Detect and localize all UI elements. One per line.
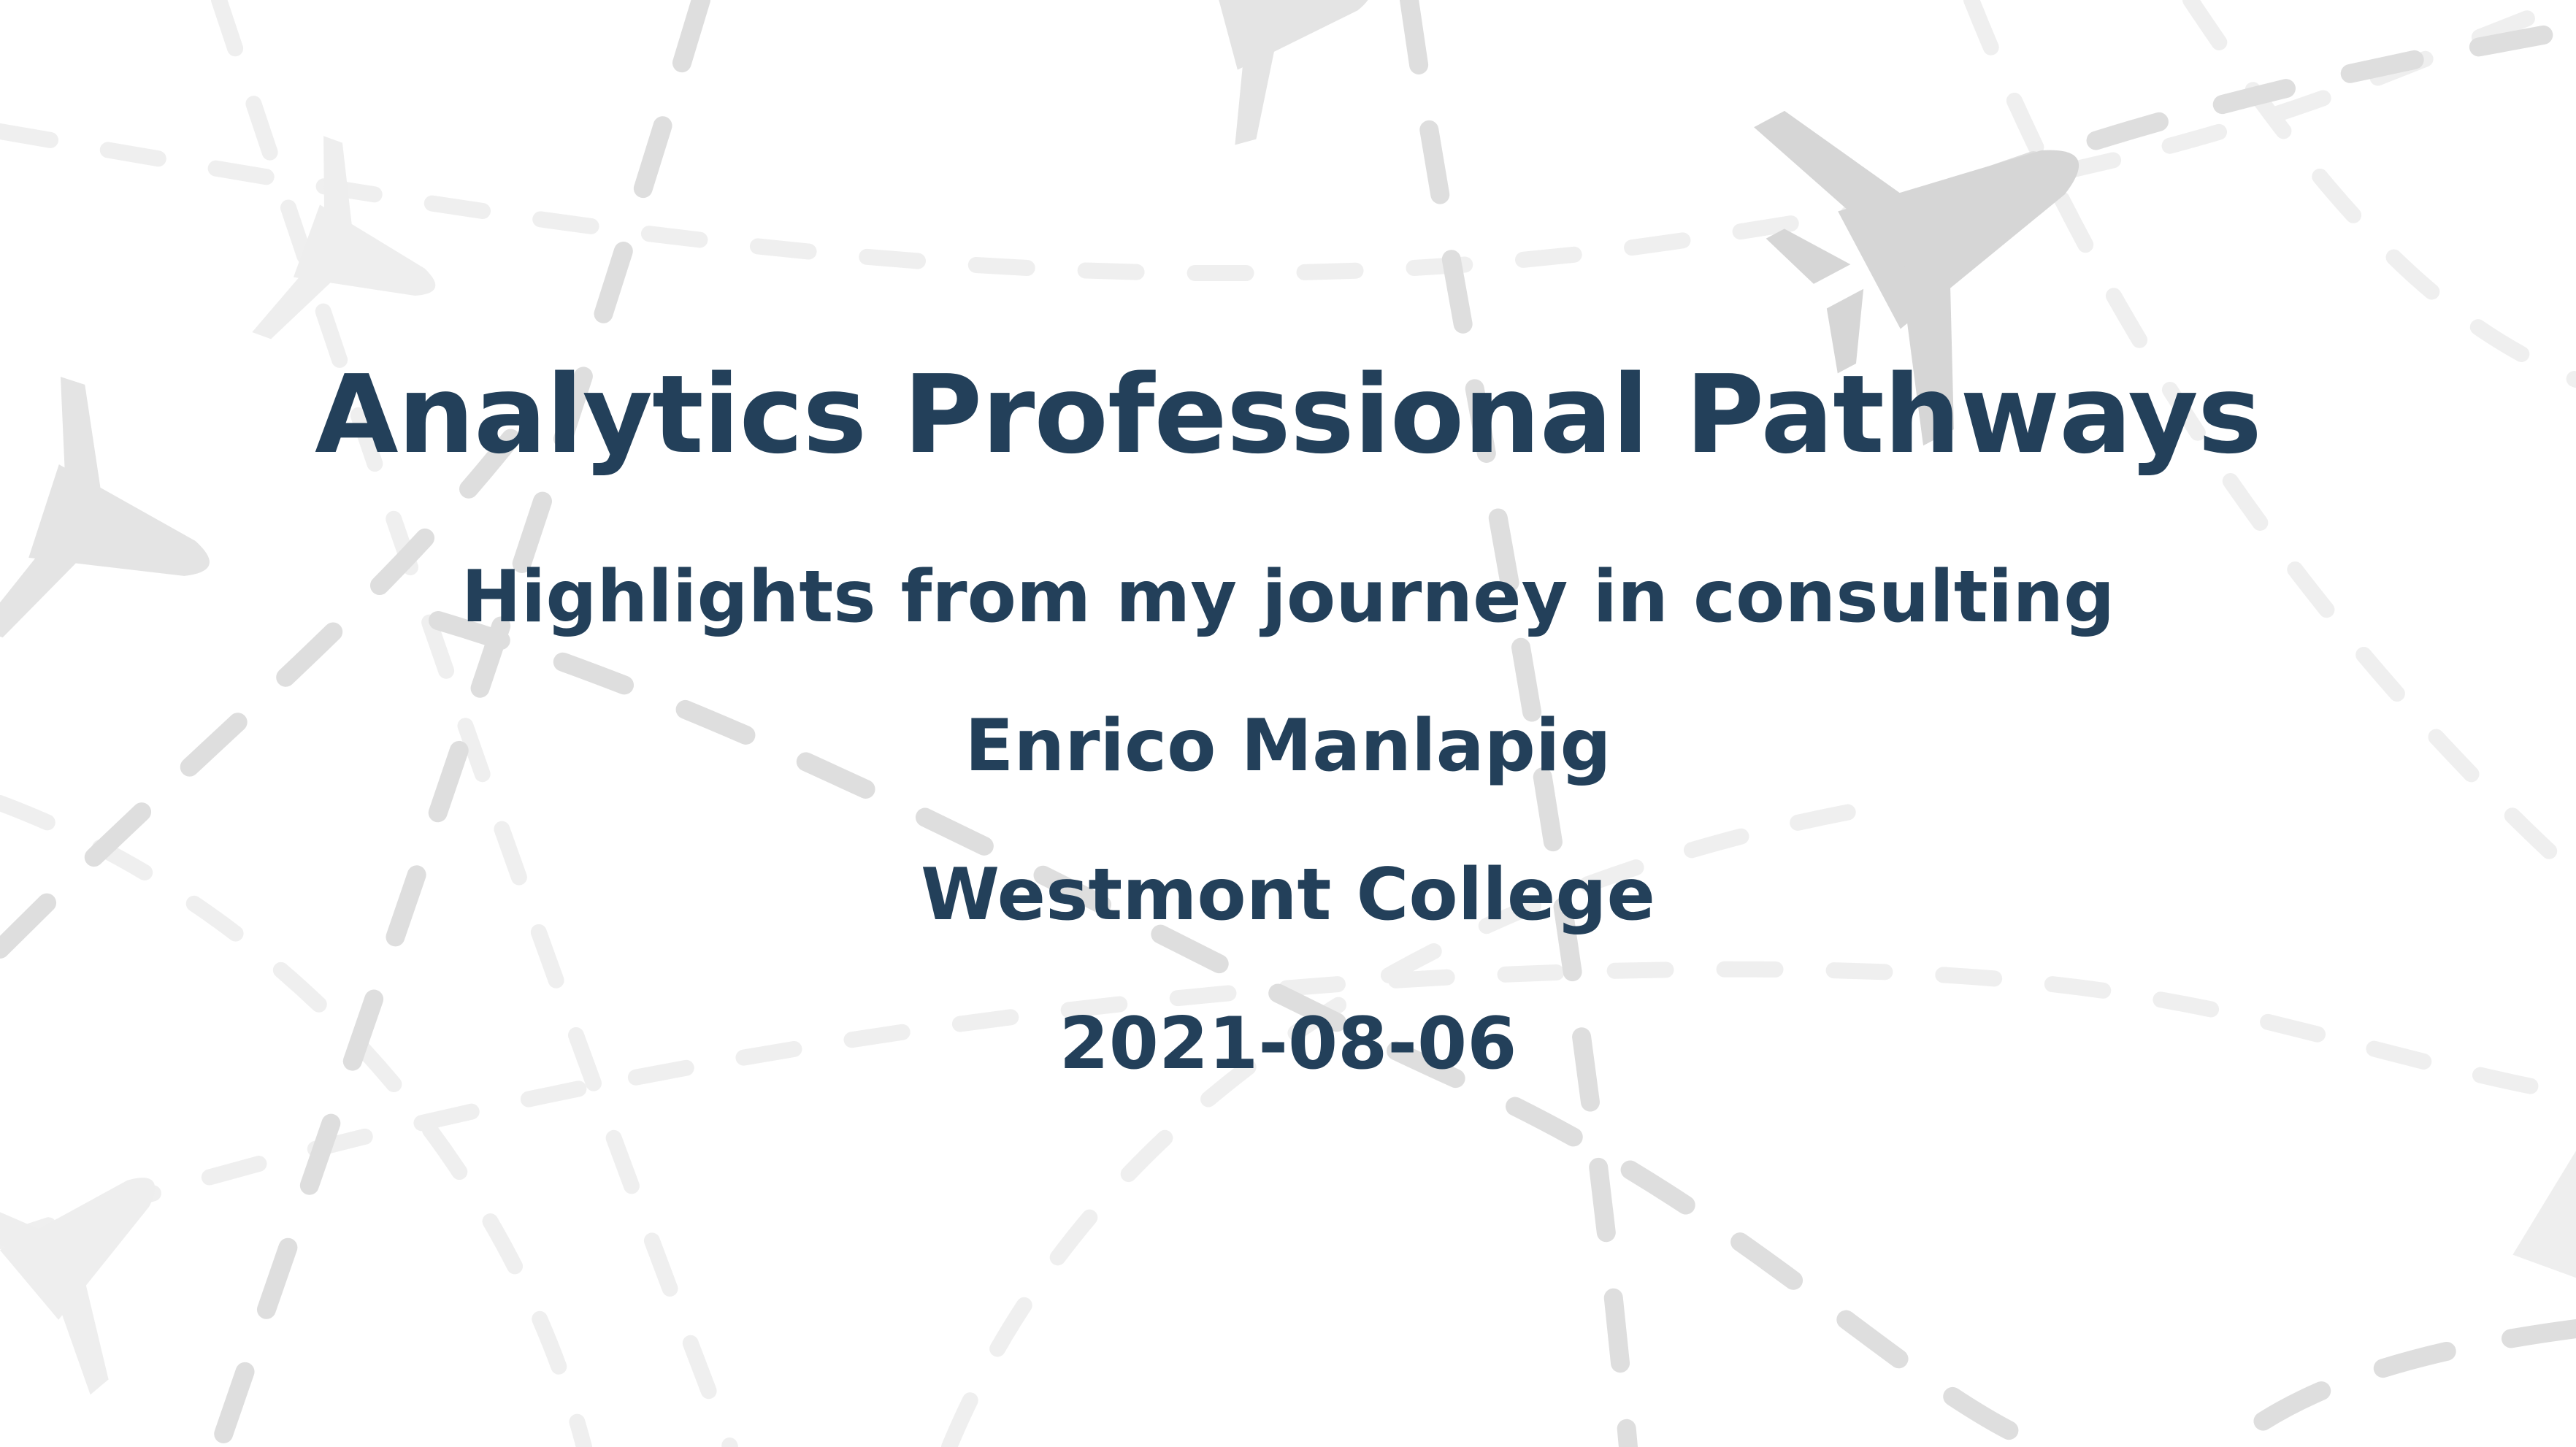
slide-author: Enrico Manlapig [965,705,1611,788]
slide-subtitle: Highlights from my journey in consulting [461,556,2115,639]
slide-date: 2021-08-06 [1059,1002,1517,1086]
slide-title: Analytics Professional Pathways [315,352,2261,477]
slide-institute: Westmont College [921,853,1655,937]
